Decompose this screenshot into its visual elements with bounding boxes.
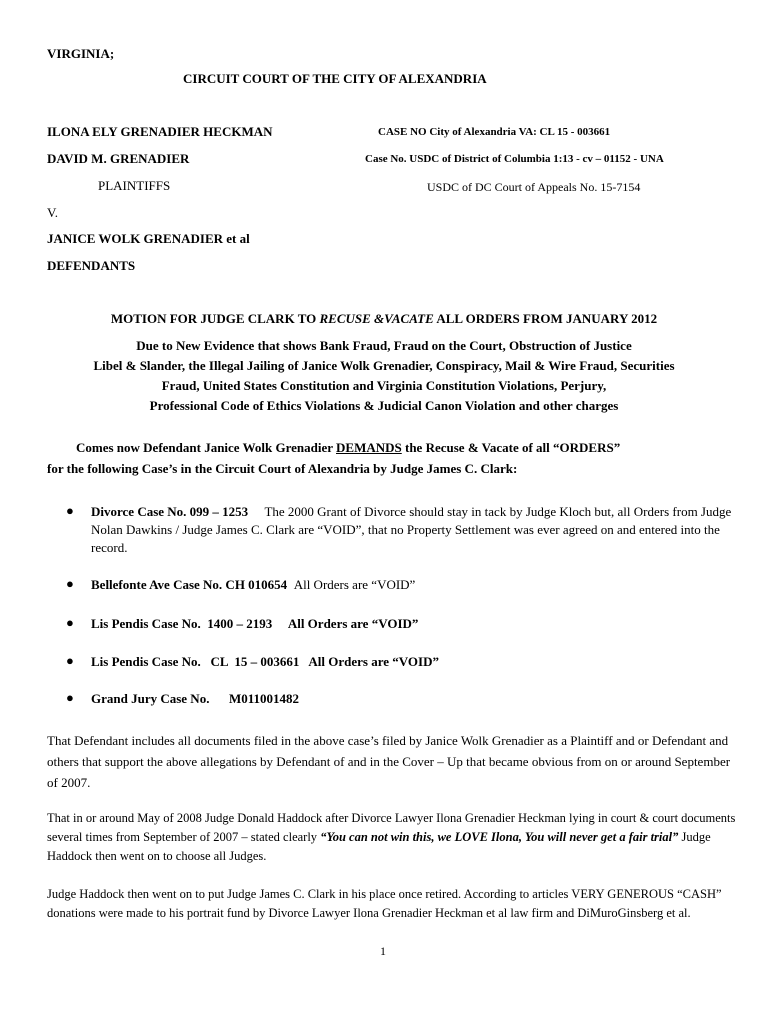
intro-line-2: for the following Case’s in the Circuit Court of Alexandria by Judge James C. Clark: bbox=[47, 461, 518, 476]
intro-line-1: Comes now Defendant Janice Wolk Grenadier DEMANDS the Recuse & Vacate of all “ORDERS” bbox=[76, 440, 621, 455]
bullet-lis-pendis-1400: Lis Pendis Case No. 1400 – 2193 All Orders are “VOID” bbox=[91, 616, 419, 631]
bullet-bellefonte-case: Bellefonte Ave Case No. CH 010654 All Orders are “VOID” bbox=[91, 577, 416, 592]
subtitle-line-2: Libel & Slander, the Illegal Jailing of Janice Wolk Grenadier, Conspiracy, Mail & Wire Fraud, Securities bbox=[93, 358, 675, 373]
state-heading: VIRGINIA; bbox=[47, 46, 115, 61]
motion-title: MOTION FOR JUDGE CLARK TO RECUSE &VACATE ALL ORDERS FROM JANUARY 2012 bbox=[110, 311, 658, 326]
bullet-dot: ● bbox=[66, 653, 74, 668]
subtitle-line-4: Professional Code of Ethics Violations & Judicial Canon Violation and other charges bbox=[149, 398, 619, 413]
defendants-label: DEFENDANTS bbox=[47, 258, 136, 273]
bullet-dot: ● bbox=[66, 690, 74, 705]
paragraph-clark-donations: Judge Haddock then went on to put Judge James C. Clark in his place once retired. According to articles VERY GENEROUS “CASH” donations were made to his portrait fund by Divorce Lawyer Ilona Grenadier Heckman et al law firm and DiMuroGinsberg et al. bbox=[47, 887, 722, 920]
paragraph-haddock-statement: That in or around May of 2008 Judge Donald Haddock after Divorce Lawyer Ilona Grenadier Heckman lying in court & court documents several times from September of 2007 – stated clearly “You can not win this, we LOVE Ilona, You will never get a fair trial” Judge Haddock then went on to choose all Judges. bbox=[47, 811, 736, 863]
case-number-3: USDC of DC Court of Appeals No. 15-7154 bbox=[427, 180, 641, 194]
bullet-divorce-case: Divorce Case No. 099 – 1253 The 2000 Grant of Divorce should stay in tack by Judge Kloch but, all Orders from Judge Nolan Dawkins / Judge James C. Clark are “VOID”, that no Property Settlement was ever agreed on and entered into the record. bbox=[91, 504, 732, 555]
versus-label: V. bbox=[47, 205, 58, 220]
defendant-name: JANICE WOLK GRENADIER et al bbox=[47, 231, 250, 246]
plaintiffs-label: PLAINTIFFS bbox=[98, 178, 171, 193]
bullet-dot: ● bbox=[66, 615, 74, 630]
bullet-grand-jury-case: Grand Jury Case No. M011001482 bbox=[91, 691, 299, 706]
bullet-dot: ● bbox=[66, 576, 74, 591]
page-number: 1 bbox=[380, 944, 386, 958]
bullet-dot: ● bbox=[66, 503, 74, 518]
case-number-2: Case No. USDC of District of Columbia 1:13 - cv – 01152 - UNA bbox=[365, 153, 664, 165]
case-number-1: CASE NO City of Alexandria VA: CL 15 - 003661 bbox=[378, 126, 611, 138]
bullet-lis-pendis-cl15: Lis Pendis Case No. CL 15 – 003661 All Orders are “VOID” bbox=[91, 654, 439, 669]
subtitle-line-1: Due to New Evidence that shows Bank Fraud, Fraud on the Court, Obstruction of Justice bbox=[136, 338, 632, 353]
paragraph-documents: That Defendant includes all documents filed in the above case’s filed by Janice Wolk Grenadier as a Plaintiff and or Defendant and others that support the above allegations by Defendant of and in the Cover – Up that became obvious from on or around September of 2007. bbox=[47, 733, 731, 790]
plaintiff-name-1: ILONA ELY GRENADIER HECKMAN bbox=[47, 124, 273, 139]
court-heading: CIRCUIT COURT OF THE CITY OF ALEXANDRIA bbox=[183, 71, 487, 86]
subtitle-line-3: Fraud, United States Constitution and Virginia Constitution Violations, Perjury, bbox=[161, 378, 607, 393]
plaintiff-name-2: DAVID M. GRENADIER bbox=[47, 151, 190, 166]
